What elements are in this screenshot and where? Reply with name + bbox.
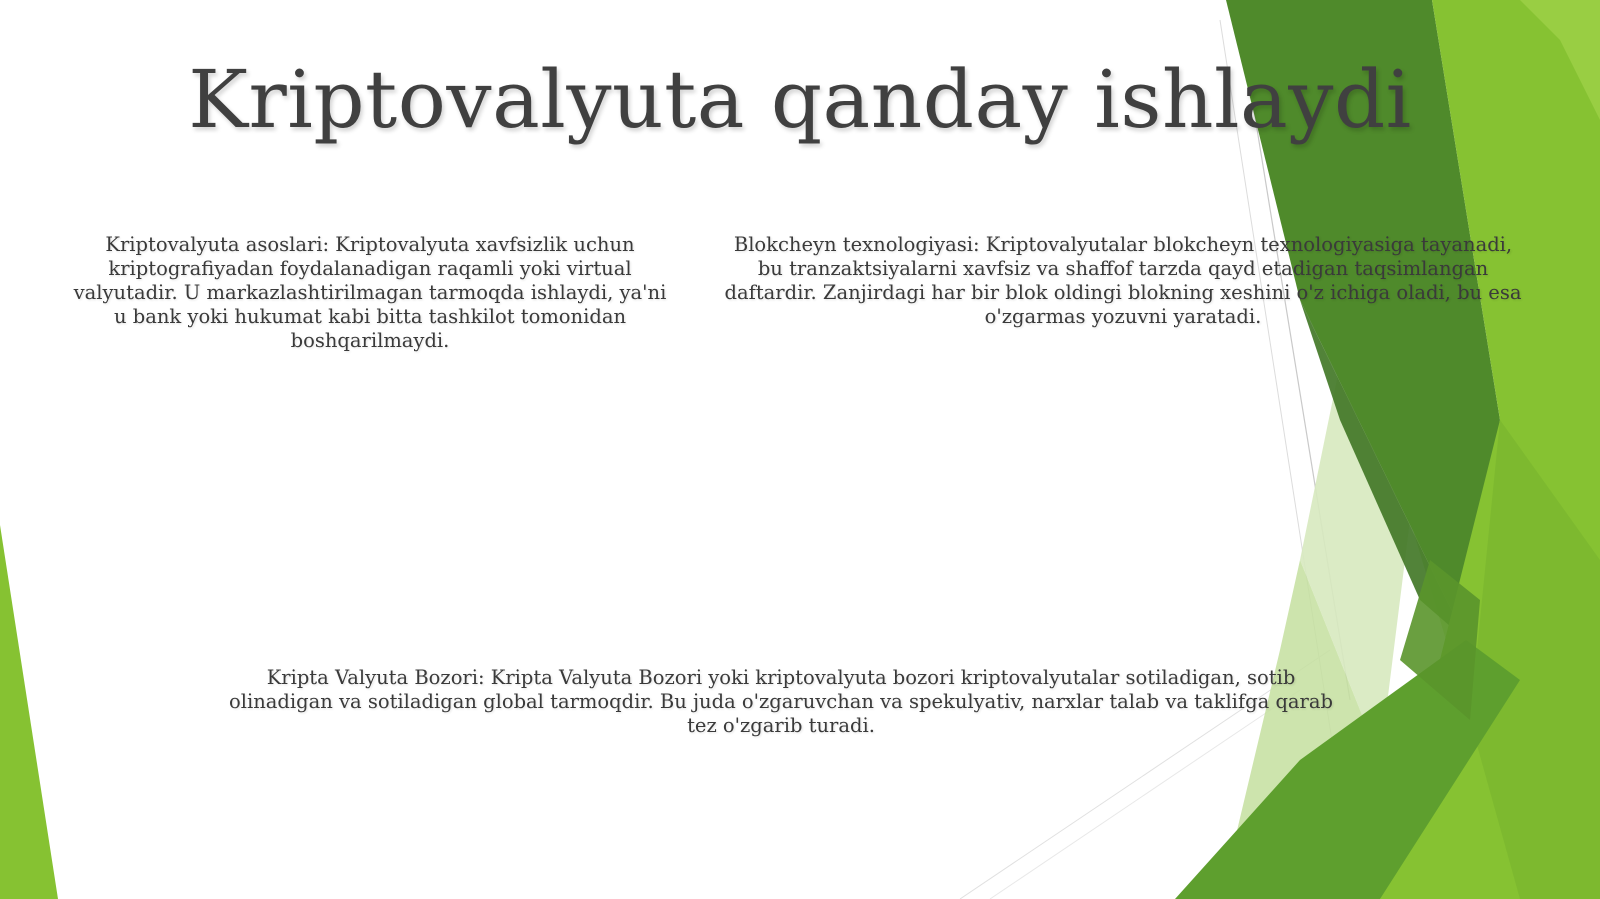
text-block-blockchain: Blokcheyn texnologiyasi: Kriptovalyutalar blokcheyn texnologiyasiga tayanadi, bu tranzaktsiyalarni xavfsiz va shaffof tarzda qayd etadigan taqsimlangan daftardir. Zanjirdagi har bir blok oldingi blokning xeshini o'z ichiga oladi, bu esa o'zgarmas yozuvni yaratadi. (724, 233, 1522, 328)
slide-title: Kriptovalyuta qanday ishlaydi (188, 53, 1412, 146)
left-green-band (0, 525, 58, 899)
text-block-crypto-market: Kripta Valyuta Bozori: Kripta Valyuta Bozori yoki kriptovalyuta bozori kriptovalyutalar sotiladigan, sotib olinadigan va sotiladigan global tarmoqdir. Bu juda o'zgaruvchan va spekulyativ, narxlar talab va taklifga qarab tez o'zgarib turadi. (229, 666, 1333, 737)
text-block-crypto-basics: Kriptovalyuta asoslari: Kriptovalyuta xavfsizlik uchun kriptografiyadan foydalanadigan raqamli yoki virtual valyutadir. U markazlashtirilmagan tarmoqda ishlaydi, ya'ni u bank yoki hukumat kabi bitta tashkilot tomonidan boshqarilmaydi. (73, 233, 667, 352)
